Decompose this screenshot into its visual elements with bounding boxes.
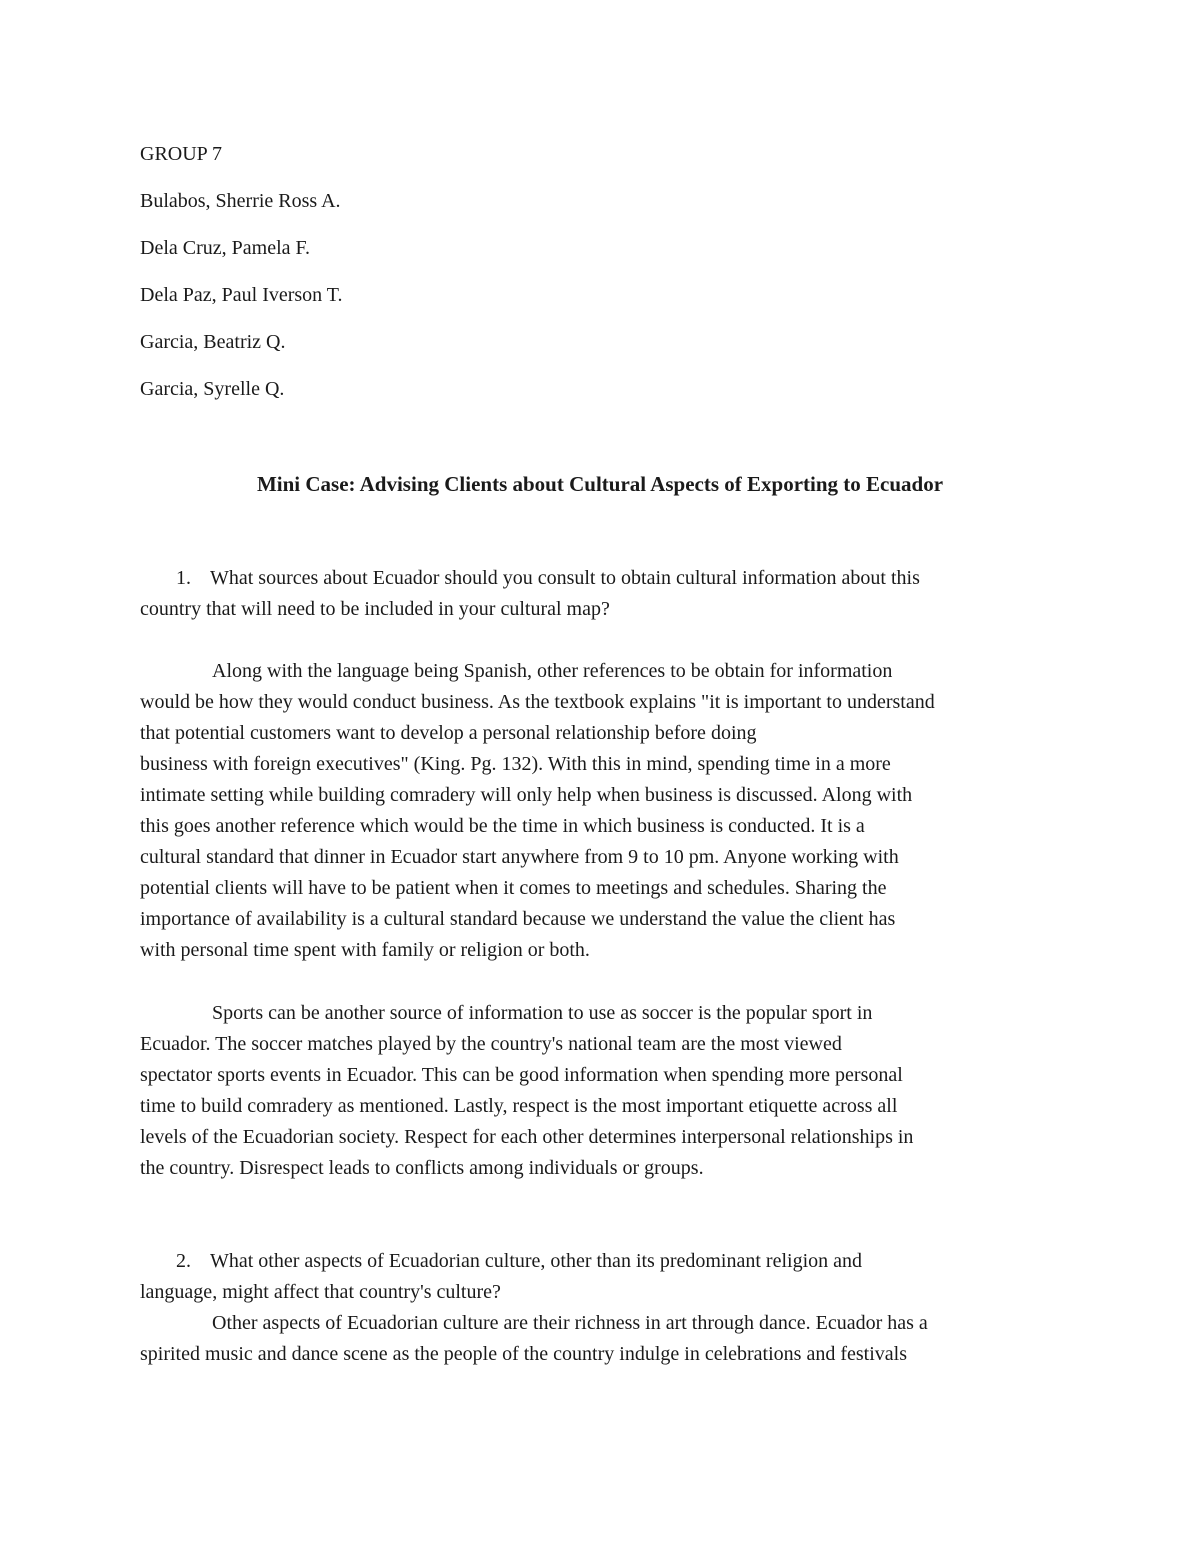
paragraph-line: importance of availability is a cultural standard because we understand the value the client has xyxy=(140,908,896,930)
document-title: Mini Case: Advising Clients about Cultural Aspects of Exporting to Ecuador xyxy=(256,472,944,496)
paragraph-line: Ecuador. The soccer matches played by the country's national team are the most viewed xyxy=(140,1033,842,1055)
paragraph-line: intimate setting while building comradery will only help when business is discussed. Along with xyxy=(140,784,913,806)
question-2-text: What other aspects of Ecuadorian culture, other than its predominant religion and xyxy=(210,1250,863,1272)
answer-1-paragraph-1 xyxy=(140,656,1065,966)
question-1-text: country that will need to be included in your cultural map? xyxy=(140,598,610,620)
paragraph-line: levels of the Ecuadorian society. Respect for each other determines interpersonal relationships in xyxy=(140,1126,914,1148)
member-name: Dela Cruz, Pamela F. xyxy=(140,237,311,259)
paragraph-line: cultural standard that dinner in Ecuador start anywhere from 9 to 10 pm. Anyone working with xyxy=(140,846,899,868)
paragraph-line: spirited music and dance scene as the people of the country indulge in celebrations and festivals xyxy=(140,1343,907,1365)
question-1-text: What sources about Ecuador should you consult to obtain cultural information about this xyxy=(210,567,920,589)
paragraph-line: with personal time spent with family or religion or both. xyxy=(140,939,590,961)
paragraph-line: the country. Disrespect leads to conflicts among individuals or groups. xyxy=(140,1157,704,1179)
paragraph-line: that potential customers want to develop a personal relationship before doing xyxy=(140,722,757,744)
question-1 xyxy=(140,563,1065,625)
paragraph-line: business with foreign executives" (King. Pg. 132). With this in mind, spending time in a more xyxy=(140,753,891,775)
member-name: Garcia, Beatriz Q. xyxy=(140,331,286,353)
answer-1-paragraph-2 xyxy=(140,998,1065,1184)
member-name: Dela Paz, Paul Iverson T. xyxy=(140,284,343,306)
paragraph-line: Other aspects of Ecuadorian culture are their richness in art through dance. Ecuador has a xyxy=(212,1312,928,1334)
paragraph-line: this goes another reference which would be the time in which business is conducted. It is a xyxy=(140,815,865,837)
question-2-first-line xyxy=(140,1246,1065,1277)
paragraph-line: Along with the language being Spanish, other references to be obtain for information xyxy=(212,660,893,682)
member-name: Garcia, Syrelle Q. xyxy=(140,378,285,400)
paragraph-line: would be how they would conduct business. As the textbook explains "it is important to understand xyxy=(140,691,935,713)
paragraph-line: Sports can be another source of information to use as soccer is the popular sport in xyxy=(212,1002,873,1024)
question-1-first-line xyxy=(140,563,1065,594)
group-label: GROUP 7 xyxy=(140,143,223,165)
paragraph-line: potential clients will have to be patient when it comes to meetings and schedules. Sharing the xyxy=(140,877,887,899)
question-1-number: 1. xyxy=(176,567,191,589)
question-2-text: language, might affect that country's culture? xyxy=(140,1281,501,1303)
paragraph-line: time to build comradery as mentioned. Lastly, respect is the most important etiquette across all xyxy=(140,1095,898,1117)
member-name: Bulabos, Sherrie Ross A. xyxy=(140,190,341,212)
paragraph-line: spectator sports events in Ecuador. This can be good information when spending more personal xyxy=(140,1064,903,1086)
question-2 xyxy=(140,1246,1065,1308)
group-header xyxy=(140,142,840,424)
question-2-number: 2. xyxy=(176,1250,191,1272)
answer-2-paragraph-1 xyxy=(140,1308,1065,1370)
